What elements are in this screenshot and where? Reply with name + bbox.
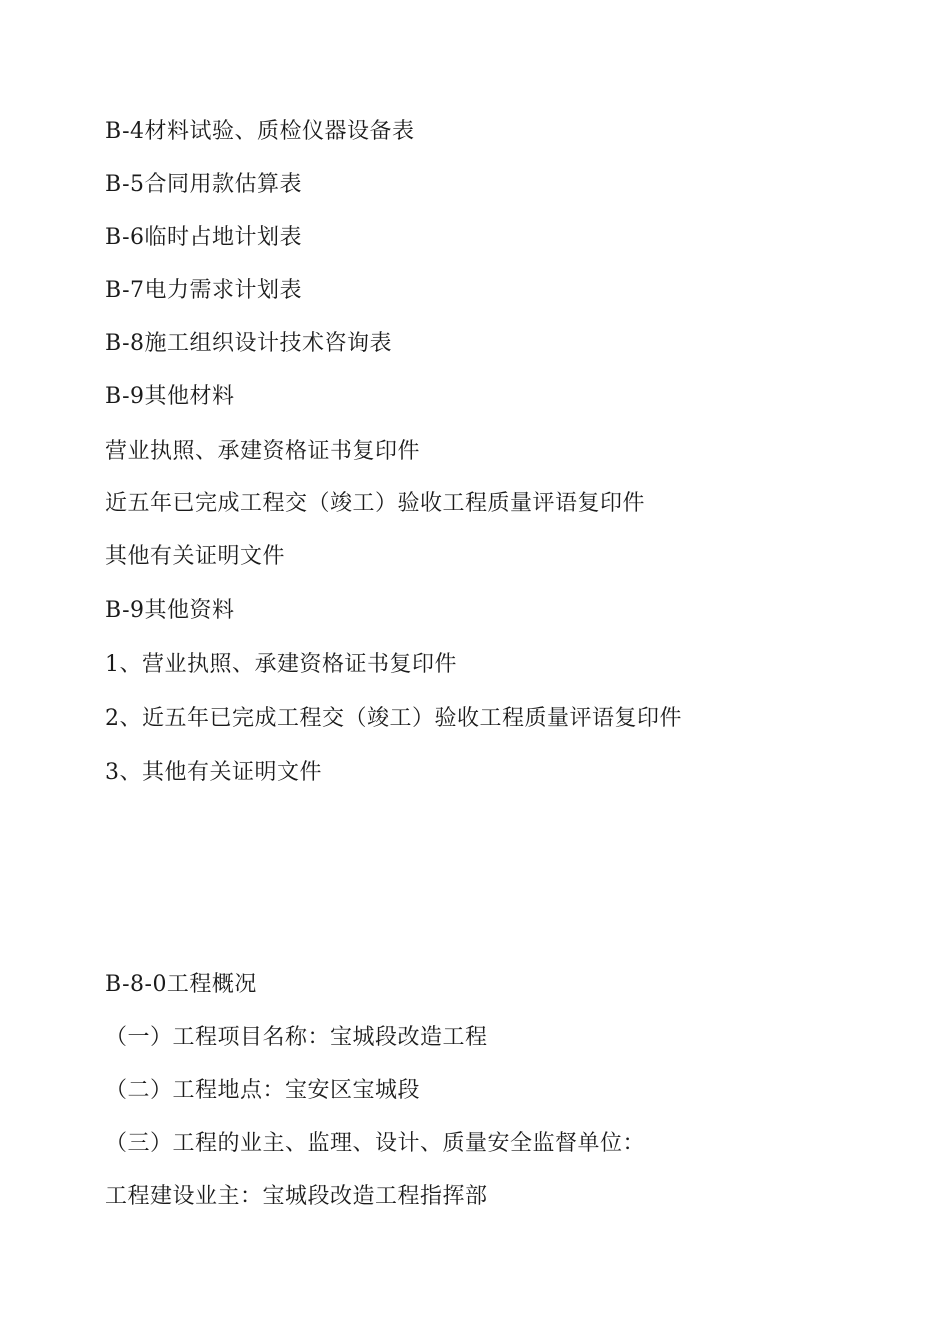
text-line: （一）工程项目名称：宝城段改造工程: [105, 1025, 488, 1050]
text-line: B-5合同用款估算表: [105, 172, 303, 197]
text-line: B-7电力需求计划表: [105, 278, 303, 303]
text-line: 1、营业执照、承建资格证书复印件: [105, 652, 457, 677]
text-line: （三）工程的业主、监理、设计、质量安全监督单位：: [105, 1131, 646, 1156]
text-line: 营业执照、承建资格证书复印件: [105, 439, 421, 464]
text-line: 2、近五年已完成工程交（竣工）验收工程质量评语复印件: [105, 706, 682, 731]
text-line: B-9其他材料: [105, 384, 235, 409]
section-heading: B-8-0工程概况: [105, 972, 257, 997]
text-line: 3、其他有关证明文件: [105, 760, 322, 785]
text-line: 其他有关证明文件: [105, 544, 286, 569]
text-line: （二）工程地点：宝安区宝城段: [105, 1078, 421, 1103]
text-line: 工程建设业主：宝城段改造工程指挥部: [105, 1184, 488, 1209]
text-line: B-4材料试验、质检仪器设备表: [105, 119, 415, 144]
text-line: B-6临时占地计划表: [105, 225, 303, 250]
text-line: B-8施工组织设计技术咨询表: [105, 331, 393, 356]
text-line: 近五年已完成工程交（竣工）验收工程质量评语复印件: [105, 491, 646, 516]
text-line: B-9其他资料: [105, 598, 235, 623]
